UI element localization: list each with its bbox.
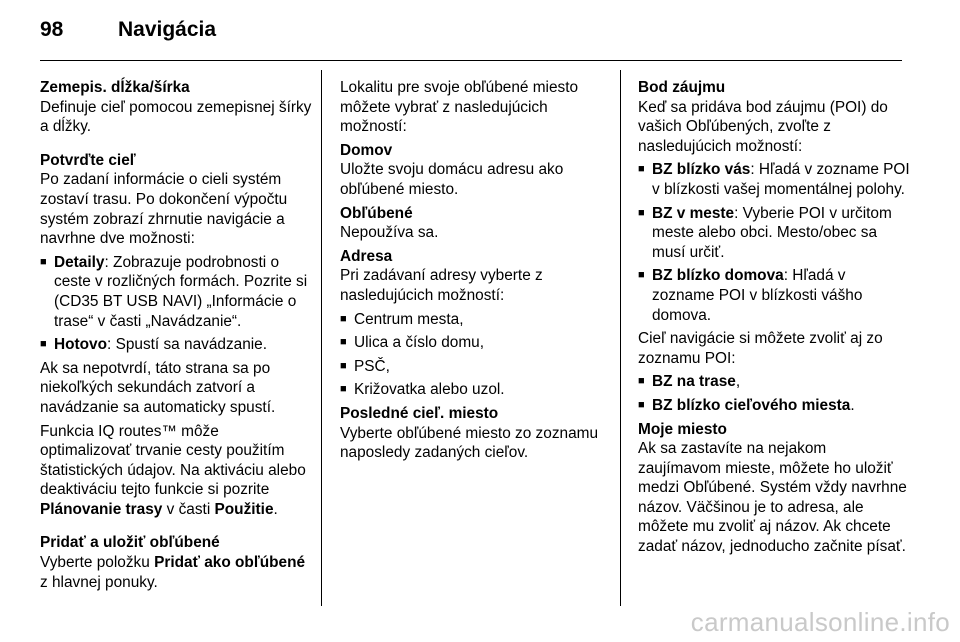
bold-term: BZ blízko domova bbox=[652, 267, 784, 285]
header-rule bbox=[40, 60, 902, 61]
section-heading: Domov bbox=[340, 141, 393, 159]
item-text: : Hľadá v zozname POI v blízkosti vašej momentálnej polohy. bbox=[652, 161, 910, 198]
text-run: . bbox=[273, 500, 278, 518]
bullet-list bbox=[40, 253, 312, 355]
paragraph: Definuje cieľ pomocou zemepisnej šírky a dĺžky. bbox=[40, 98, 312, 136]
paragraph: Keď sa pridáva bod záujmu (POI) do vašich Obľúbených, zvoľte z nasledujúcich možností: bbox=[638, 98, 888, 155]
list-item bbox=[638, 266, 910, 325]
list-item: ■ Centrum mesta, bbox=[340, 310, 612, 330]
item-text: : Vyberie POI v určitom meste alebo obci. Mesto/obec sa musí určiť. bbox=[652, 204, 892, 261]
section-heading: Adresa bbox=[340, 247, 393, 265]
list-item: ■ Križovatka alebo uzol. bbox=[340, 380, 612, 400]
bullet-list bbox=[638, 372, 910, 415]
page-title: Navigácia bbox=[118, 18, 217, 41]
section-heading: Obľúbené bbox=[340, 204, 413, 222]
bold-term: BZ v meste bbox=[652, 204, 735, 222]
paragraph: Ak sa nepotvrdí, táto strana sa po niekoľkých sekundách zatvorí a navádzanie sa automaticky spustí. bbox=[40, 359, 276, 416]
paragraph: Lokalitu pre svoje obľúbené miesto môžete vybrať z nasledujúcich možností: bbox=[340, 79, 579, 136]
item-text: : Zobrazuje podrobnosti o ceste v rozličných formách. Pozrite si (CD35 BT USB NAVI) „Informácie o trase“ v časti „Navádzanie“. bbox=[54, 253, 308, 330]
bold-term: Plánovanie trasy bbox=[40, 500, 163, 518]
item-text: , bbox=[735, 373, 741, 391]
section-heading: Posledné cieľ. miesto bbox=[340, 404, 499, 422]
bold-term: Detaily bbox=[54, 253, 105, 271]
item-text: . bbox=[850, 396, 855, 414]
text-run: Funkcia IQ routes™ môže optimalizovať trvanie cesty použitím štatistických údajov. Na aktiváciu alebo deaktiváciu tejto funkcie si pozrite bbox=[40, 422, 306, 499]
section-heading: Moje miesto bbox=[638, 420, 727, 438]
bold-term: BZ blízko cieľového miesta bbox=[652, 396, 851, 414]
list-item bbox=[40, 335, 312, 355]
column-1 bbox=[40, 78, 312, 592]
item-text: : Spustí sa navádzanie. bbox=[107, 336, 268, 354]
list-item bbox=[638, 396, 910, 416]
item-text: : Hľadá v zozname POI v blízkosti vášho domova. bbox=[652, 267, 863, 324]
page-number: 98 bbox=[40, 18, 64, 41]
paragraph: Vyberte obľúbené miesto zo zoznamu naposledy zadaných cieľov. bbox=[340, 424, 599, 462]
bold-term: Použitie bbox=[214, 500, 274, 518]
column-3 bbox=[638, 78, 910, 557]
paragraph bbox=[40, 553, 312, 592]
watermark: carmanualsonline.info bbox=[690, 607, 950, 637]
bullet-list bbox=[340, 310, 612, 400]
paragraph bbox=[40, 422, 312, 520]
text-run: Vyberte položku bbox=[40, 554, 155, 572]
bold-term: Pridať ako obľúbené bbox=[154, 554, 306, 572]
list-item bbox=[638, 204, 910, 263]
paragraph: Nepoužíva sa. bbox=[340, 224, 439, 242]
column-divider bbox=[321, 70, 322, 606]
paragraph: Uložte svoju domácu adresu ako obľúbené miesto. bbox=[340, 161, 564, 198]
column-2 bbox=[340, 78, 612, 463]
column-divider bbox=[620, 70, 621, 606]
section-heading: Bod záujmu bbox=[638, 79, 726, 96]
list-item bbox=[40, 253, 312, 331]
list-item bbox=[638, 160, 910, 199]
bold-term: BZ na trase bbox=[652, 373, 736, 391]
paragraph: Pri zadávaní adresy vyberte z nasledujúcich možností: bbox=[340, 267, 543, 304]
list-item: ■ Ulica a číslo domu, bbox=[340, 333, 612, 353]
paragraph: Ak sa zastavíte na nejakom zaujímavom mieste, môžete ho uložiť medzi Obľúbené. Systém vždy navrhne názov. Väčšinou je to adresa, ale môžete mu zvoliť aj názov. Ak chcete zadať názov, jednoducho začnite písať. bbox=[638, 440, 907, 556]
section-heading: Pridať a uložiť obľúbené bbox=[40, 534, 220, 552]
section-heading: Potvrďte cieľ bbox=[40, 151, 136, 169]
text-run: z hlavnej ponuky. bbox=[40, 573, 158, 591]
paragraph: Po zadaní informácie o cieli systém zostaví trasu. Po dokončení výpočtu systém zobrazí zhrnutie navigácie a navrhne dve možnosti: bbox=[40, 171, 288, 248]
bold-term: BZ blízko vás bbox=[652, 161, 751, 179]
text-run: v časti bbox=[162, 500, 215, 518]
section-heading: Zemepis. dĺžka/šírka bbox=[40, 79, 190, 96]
list-item bbox=[638, 372, 910, 392]
list-item: ■ PSČ, bbox=[340, 357, 612, 377]
bold-term: Hotovo bbox=[54, 336, 108, 354]
paragraph: Cieľ navigácie si môžete zvoliť aj zo zoznamu POI: bbox=[638, 330, 883, 367]
bullet-list bbox=[638, 160, 910, 325]
